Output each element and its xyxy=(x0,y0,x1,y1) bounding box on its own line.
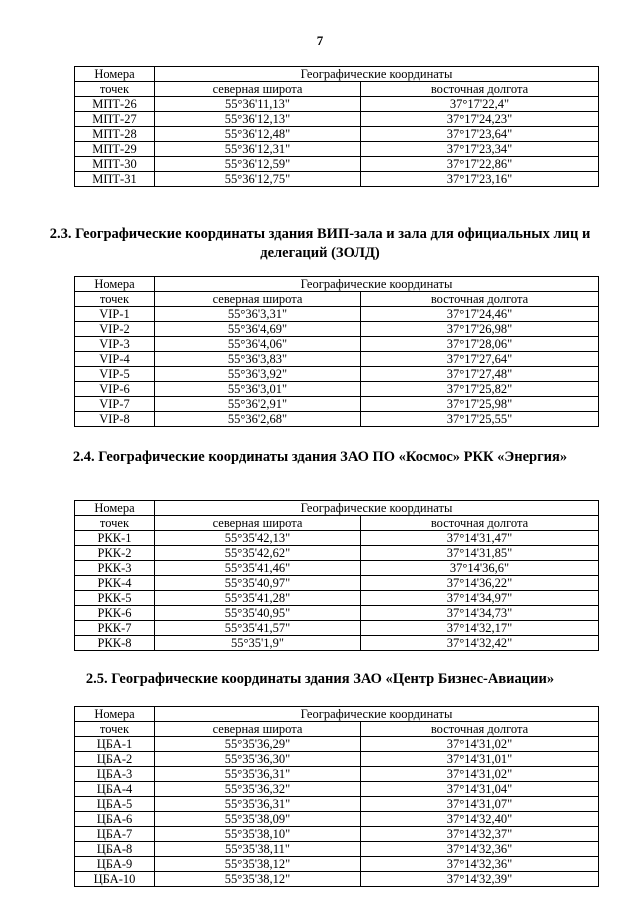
latitude-cell: 55°36'12,48" xyxy=(155,127,361,142)
longitude-cell: 37°17'23,64" xyxy=(361,127,599,142)
section-title-2-3: 2.3. Географические координаты здания ВИП-зала и зала для официальных лиц и делегаций (ЗОЛД) xyxy=(49,226,591,261)
point-id-cell: ЦБА-7 xyxy=(75,827,155,842)
table-row xyxy=(75,621,599,636)
coords-group-header: Географические координаты xyxy=(155,501,599,516)
lon-header: восточная долгота xyxy=(361,82,599,97)
point-id-cell: ЦБА-2 xyxy=(75,752,155,767)
point-id-cell: РКК-1 xyxy=(75,531,155,546)
latitude-cell: 55°35'38,10" xyxy=(155,827,361,842)
table-row xyxy=(75,857,599,872)
latitude-cell: 55°36'12,31" xyxy=(155,142,361,157)
table-row xyxy=(75,812,599,827)
table-row xyxy=(75,412,599,427)
longitude-cell: 37°17'24,23" xyxy=(361,112,599,127)
table-row xyxy=(75,157,599,172)
latitude-cell: 55°35'36,29" xyxy=(155,737,361,752)
point-id-cell: МПТ-31 xyxy=(75,172,155,187)
table-row xyxy=(75,142,599,157)
longitude-cell: 37°14'32,17" xyxy=(361,621,599,636)
longitude-cell: 37°17'23,34" xyxy=(361,142,599,157)
coords-table-mpt xyxy=(74,66,599,187)
table-row xyxy=(75,397,599,412)
longitude-cell: 37°14'32,36" xyxy=(361,857,599,872)
point-id-cell: РКК-2 xyxy=(75,546,155,561)
point-id-cell: РКК-5 xyxy=(75,591,155,606)
latitude-cell: 55°36'3,92" xyxy=(155,367,361,382)
table-row xyxy=(75,872,599,887)
table-row xyxy=(75,827,599,842)
point-id-cell: VIP-5 xyxy=(75,367,155,382)
longitude-cell: 37°17'25,98" xyxy=(361,397,599,412)
longitude-cell: 37°17'27,64" xyxy=(361,352,599,367)
latitude-cell: 55°36'4,69" xyxy=(155,322,361,337)
table-row xyxy=(75,382,599,397)
table-row xyxy=(75,127,599,142)
coords-group-header: Географические координаты xyxy=(155,67,599,82)
table-row xyxy=(75,767,599,782)
latitude-cell: 55°36'3,01" xyxy=(155,382,361,397)
table-row xyxy=(75,307,599,322)
longitude-cell: 37°14'32,39" xyxy=(361,872,599,887)
latitude-cell: 55°35'41,28" xyxy=(155,591,361,606)
lon-header: восточная долгота xyxy=(361,292,599,307)
point-id-cell: ЦБА-4 xyxy=(75,782,155,797)
point-id-cell: РКК-4 xyxy=(75,576,155,591)
lon-header: восточная долгота xyxy=(361,516,599,531)
table-row xyxy=(75,367,599,382)
points-header: Номера xyxy=(75,501,155,516)
latitude-cell: 55°35'1,9" xyxy=(155,636,361,651)
latitude-cell: 55°35'36,31" xyxy=(155,797,361,812)
point-id-cell: МПТ-27 xyxy=(75,112,155,127)
latitude-cell: 55°35'36,30" xyxy=(155,752,361,767)
longitude-cell: 37°14'31,02" xyxy=(361,767,599,782)
latitude-cell: 55°35'38,11" xyxy=(155,842,361,857)
point-id-cell: ЦБА-10 xyxy=(75,872,155,887)
latitude-cell: 55°35'38,12" xyxy=(155,857,361,872)
point-id-cell: VIP-1 xyxy=(75,307,155,322)
longitude-cell: 37°14'31,85" xyxy=(361,546,599,561)
point-id-cell: МПТ-26 xyxy=(75,97,155,112)
point-id-cell: VIP-7 xyxy=(75,397,155,412)
point-id-cell: МПТ-29 xyxy=(75,142,155,157)
longitude-cell: 37°17'22,4" xyxy=(361,97,599,112)
longitude-cell: 37°17'25,55" xyxy=(361,412,599,427)
point-id-cell: ЦБА-6 xyxy=(75,812,155,827)
point-id-cell: VIP-4 xyxy=(75,352,155,367)
point-id-cell: РКК-7 xyxy=(75,621,155,636)
page-number: 7 xyxy=(316,33,324,48)
longitude-cell: 37°14'32,36" xyxy=(361,842,599,857)
longitude-cell: 37°17'23,16" xyxy=(361,172,599,187)
points-header: Номера xyxy=(75,707,155,722)
latitude-cell: 55°36'3,31" xyxy=(155,307,361,322)
point-id-cell: МПТ-28 xyxy=(75,127,155,142)
point-id-cell: РКК-3 xyxy=(75,561,155,576)
lat-header: северная широта xyxy=(155,292,361,307)
latitude-cell: 55°36'12,59" xyxy=(155,157,361,172)
latitude-cell: 55°35'42,62" xyxy=(155,546,361,561)
section-title-2-5: 2.5. Географические координаты здания ЗАО «Центр Бизнес-Авиации» xyxy=(85,671,555,687)
table-row xyxy=(75,842,599,857)
latitude-cell: 55°35'41,46" xyxy=(155,561,361,576)
points-header-2: точек xyxy=(75,722,155,737)
latitude-cell: 55°36'2,91" xyxy=(155,397,361,412)
latitude-cell: 55°35'40,97" xyxy=(155,576,361,591)
latitude-cell: 55°36'12,13" xyxy=(155,112,361,127)
lon-header: восточная долгота xyxy=(361,722,599,737)
latitude-cell: 55°35'38,12" xyxy=(155,872,361,887)
table-row xyxy=(75,531,599,546)
latitude-cell: 55°35'41,57" xyxy=(155,621,361,636)
point-id-cell: ЦБА-3 xyxy=(75,767,155,782)
latitude-cell: 55°36'11,13" xyxy=(155,97,361,112)
longitude-cell: 37°17'28,06" xyxy=(361,337,599,352)
points-header-2: точек xyxy=(75,516,155,531)
latitude-cell: 55°35'40,95" xyxy=(155,606,361,621)
longitude-cell: 37°14'31,04" xyxy=(361,782,599,797)
points-header: Номера xyxy=(75,67,155,82)
point-id-cell: VIP-3 xyxy=(75,337,155,352)
table-row xyxy=(75,546,599,561)
table-row xyxy=(75,591,599,606)
point-id-cell: РКК-6 xyxy=(75,606,155,621)
point-id-cell: ЦБА-1 xyxy=(75,737,155,752)
latitude-cell: 55°35'36,31" xyxy=(155,767,361,782)
longitude-cell: 37°17'27,48" xyxy=(361,367,599,382)
longitude-cell: 37°14'31,47" xyxy=(361,531,599,546)
table-row xyxy=(75,337,599,352)
longitude-cell: 37°14'34,97" xyxy=(361,591,599,606)
points-header: Номера xyxy=(75,277,155,292)
longitude-cell: 37°14'34,73" xyxy=(361,606,599,621)
coords-table-cba xyxy=(74,706,599,887)
longitude-cell: 37°17'22,86" xyxy=(361,157,599,172)
table-row xyxy=(75,636,599,651)
table-row xyxy=(75,752,599,767)
latitude-cell: 55°35'42,13" xyxy=(155,531,361,546)
coords-group-header: Географические координаты xyxy=(155,277,599,292)
table-row xyxy=(75,112,599,127)
point-id-cell: VIP-2 xyxy=(75,322,155,337)
coords-table-rkk xyxy=(74,500,599,651)
table-row xyxy=(75,737,599,752)
latitude-cell: 55°35'36,32" xyxy=(155,782,361,797)
table-row xyxy=(75,352,599,367)
point-id-cell: РКК-8 xyxy=(75,636,155,651)
point-id-cell: VIP-8 xyxy=(75,412,155,427)
latitude-cell: 55°36'4,06" xyxy=(155,337,361,352)
points-header-2: точек xyxy=(75,82,155,97)
coords-table-vip xyxy=(74,276,599,427)
table-row xyxy=(75,797,599,812)
longitude-cell: 37°14'36,6" xyxy=(361,561,599,576)
longitude-cell: 37°14'36,22" xyxy=(361,576,599,591)
longitude-cell: 37°17'26,98" xyxy=(361,322,599,337)
latitude-cell: 55°36'12,75" xyxy=(155,172,361,187)
latitude-cell: 55°36'2,68" xyxy=(155,412,361,427)
table-row xyxy=(75,561,599,576)
lat-header: северная широта xyxy=(155,516,361,531)
point-id-cell: ЦБА-5 xyxy=(75,797,155,812)
table-row xyxy=(75,576,599,591)
point-id-cell: ЦБА-9 xyxy=(75,857,155,872)
section-title-2-4: 2.4. Географические координаты здания ЗАО ПО «Космос» РКК «Энергия» xyxy=(72,449,568,465)
coords-group-header: Географические координаты xyxy=(155,707,599,722)
table-row xyxy=(75,606,599,621)
longitude-cell: 37°17'24,46" xyxy=(361,307,599,322)
point-id-cell: VIP-6 xyxy=(75,382,155,397)
latitude-cell: 55°35'38,09" xyxy=(155,812,361,827)
table-row xyxy=(75,172,599,187)
point-id-cell: ЦБА-8 xyxy=(75,842,155,857)
latitude-cell: 55°36'3,83" xyxy=(155,352,361,367)
longitude-cell: 37°14'32,42" xyxy=(361,636,599,651)
table-row xyxy=(75,97,599,112)
point-id-cell: МПТ-30 xyxy=(75,157,155,172)
longitude-cell: 37°17'25,82" xyxy=(361,382,599,397)
table-row xyxy=(75,322,599,337)
points-header-2: точек xyxy=(75,292,155,307)
longitude-cell: 37°14'32,37" xyxy=(361,827,599,842)
lat-header: северная широта xyxy=(155,722,361,737)
longitude-cell: 37°14'31,07" xyxy=(361,797,599,812)
longitude-cell: 37°14'32,40" xyxy=(361,812,599,827)
lat-header: северная широта xyxy=(155,82,361,97)
longitude-cell: 37°14'31,02" xyxy=(361,737,599,752)
table-row xyxy=(75,782,599,797)
longitude-cell: 37°14'31,01" xyxy=(361,752,599,767)
